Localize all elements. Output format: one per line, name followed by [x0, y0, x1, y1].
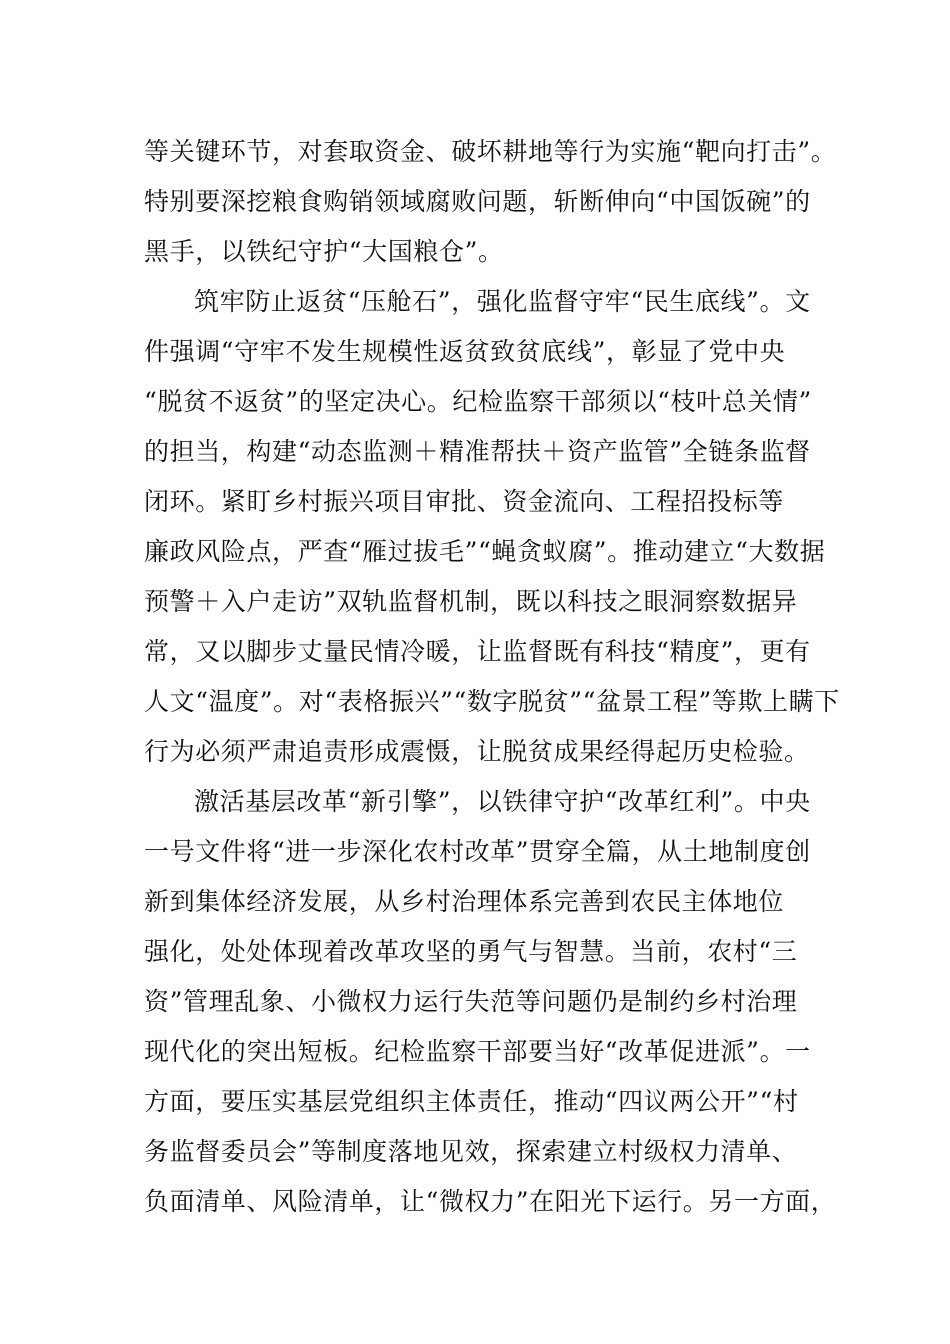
paragraph-2-line-7: 预警＋入户走访”双轨监督机制，既以科技之眼洞察数据异	[144, 587, 798, 616]
paragraph-2-line-1: 筑牢防止返贫“压舱石”，强化监督守牢“民生底线”。文	[194, 287, 811, 316]
paragraph-2-line-4: 的担当，构建“动态监测＋精准帮扶＋资产监管”全链条监督	[144, 437, 811, 466]
paragraph-2-line-5: 闭环。紧盯乡村振兴项目审批、资金流向、工程招投标等	[144, 487, 785, 516]
paragraph-3-line-1: 激活基层改革“新引擎”，以铁律守护“改革红利”。中央	[194, 787, 811, 816]
paragraph-2-line-3: “脱贫不返贫”的坚定决心。纪检监察干部须以“枝叶总关情”	[144, 387, 812, 416]
paragraph-3-line-5: 资”管理乱象、小微权力运行失范等问题仍是制约乡村治理	[144, 987, 798, 1016]
paragraph-2-line-9: 人文“温度”。对“表格振兴”“数字脱贫”“盆景工程”等欺上瞒下	[144, 687, 840, 716]
paragraph-2-line-8: 常，又以脚步丈量民情冷暖，让监督既有科技“精度”，更有	[144, 637, 811, 666]
paragraph-2-line-6: 廉政风险点，严查“雁过拔毛”“蝇贪蚁腐”。推动建立“大数据	[144, 537, 826, 566]
paragraph-3-line-9: 负面清单、风险清单，让“微权力”在阳光下运行。另一方面，	[144, 1187, 837, 1216]
paragraph-1-line-1: 等关键环节，对套取资金、破坏耕地等行为实施“靶向打击”。	[144, 137, 837, 166]
paragraph-3-line-6: 现代化的突出短板。纪检监察干部要当好“改革促进派”。一	[144, 1037, 811, 1066]
paragraph-2-line-10: 行为必须严肃追责形成震慑，让脱贫成果经得起历史检验。	[144, 737, 810, 766]
paragraph-3-line-2: 一号文件将“进一步深化农村改革”贯穿全篇，从土地制度创	[144, 837, 811, 866]
paragraph-3-line-3: 新到集体经济发展，从乡村治理体系完善到农民主体地位	[144, 887, 785, 916]
paragraph-1-line-2: 特别要深挖粮食购销领域腐败问题，斩断伸向“中国饭碗”的	[144, 187, 811, 216]
paragraph-3-line-7: 方面，要压实基层党组织主体责任，推动“四议两公开”“村	[144, 1087, 799, 1116]
document-body	[144, 127, 840, 1227]
paragraph-1-line-3: 黑手，以铁纪守护“大国粮仓”。	[144, 237, 504, 266]
paragraph-3-line-4: 强化，处处体现着改革攻坚的勇气与智慧。当前，农村“三	[144, 937, 798, 966]
paragraph-3-line-8: 务监督委员会”等制度落地见效，探索建立村级权力清单、	[144, 1137, 798, 1166]
paragraph-2-line-2: 件强调“守牢不发生规模性返贫致贫底线”，彰显了党中央	[144, 337, 786, 366]
